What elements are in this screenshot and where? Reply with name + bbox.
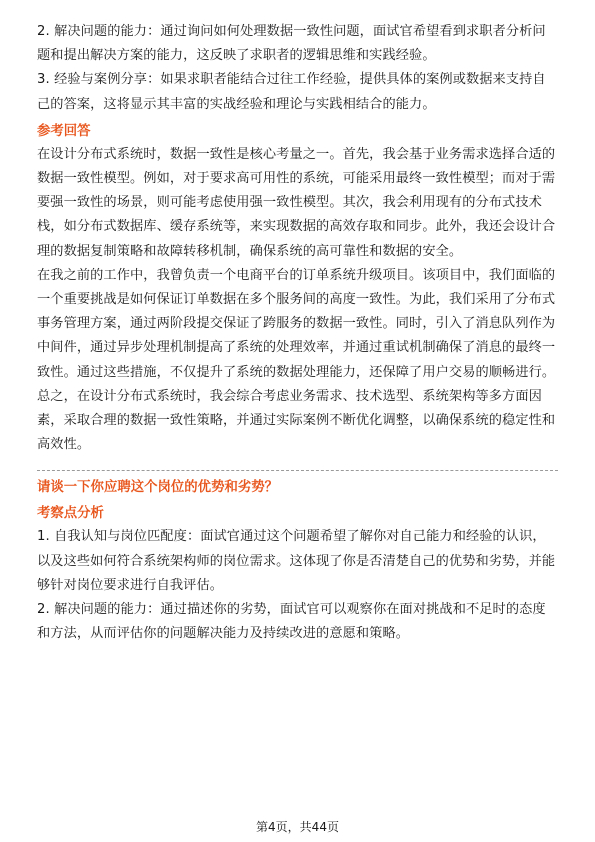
answer-paragraph-2: 在我之前的工作中，我曾负责一个电商平台的订单系统升级项目。该项目中，我们面临的一个重要挑战是如何保证订单数据在多个服务间的高度一致性。为此，我们采用了分布式事务管理方案，通过两阶段提交保证了跨服务的数据一致性。同时，引入了消息队列作为中间件，通过异步处理机制提高了系统的处理效率，并通过重试机制确保了消息的最终一致性。通过这些措施，不仅提升了系统的数据处理能力，还保障了用户交易的顺畅进行。 [37,267,556,380]
question-analysis-point-2: 2. 解决问题的能力：通过描述你的劣势，面试官可以观察你在面对挑战和不足时的态度和方法，从而评估你的问题解决能力及持续改进的意愿和策略。 [37,602,546,642]
section-divider [37,470,558,471]
question-analysis-point-1: 1. 自我认知与岗位匹配度：面试官通过这个问题希望了解你对自己能力和经验的认识，以及这些如何符合系统架构师的岗位需求。这体现了你是否清楚自己的优势和劣势，并能够针对岗位要求进行自我评估。 [37,529,556,593]
page-footer: 第4页，共44页 [256,820,339,834]
analysis-heading: 考察点分析 [37,506,104,522]
analysis-point-2: 2. 解决问题的能力：通过询问如何处理数据一致性问题，面试官希望看到求职者分析问题和提出解决方案的能力，这反映了求职者的逻辑思维和实践经验。 [37,24,546,64]
reference-answer-heading: 参考回答 [37,123,91,139]
answer-paragraph-1: 在设计分布式系统时，数据一致性是核心考量之一。首先，我会基于业务需求选择合适的数据一致性模型。例如，对于要求高可用性的系统，可能采用最终一致性模型；而对于需要强一致性的场景，则可能考虑使用强一致性模型。其次，我会利用现有的分布式技术栈，如分布式数据库、缓存系统等，来实现数据的高效存取和同步。此外，我还会设计合理的数据复制策略和故障转移机制，确保系统的高可靠性和数据的安全。 [37,146,556,259]
document-page [37,20,558,646]
answer-paragraph-3: 总之，在设计分布式系统时，我会综合考虑业务需求、技术选型、系统架构等多方面因素，采取合理的数据一致性策略，并通过实际案例不断优化调整，以确保系统的稳定性和高效性。 [37,388,556,453]
analysis-point-3: 3. 经验与案例分享：如果求职者能结合过往工作经验，提供具体的案例或数据来支持自己的答案，这将显示其丰富的实战经验和理论与实践相结合的能力。 [37,72,546,112]
question-title: 请谈一下你应聘这个岗位的优势和劣势？ [37,480,279,496]
